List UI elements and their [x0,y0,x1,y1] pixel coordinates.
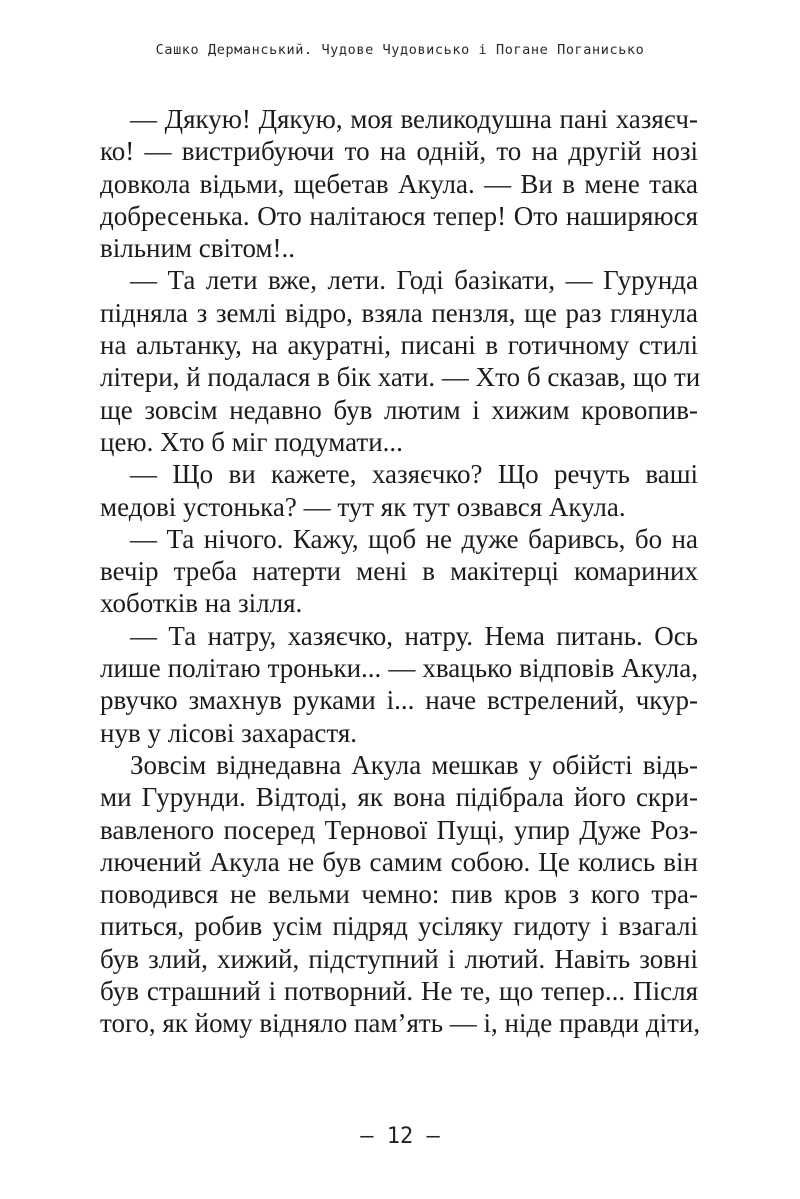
text-line: — Що ви кажете, хазяєчко? Що речуть ваші [130,459,698,490]
text-line: того, як йому відняло пам’ять — і, ніде правди діти, [100,1008,701,1039]
page-number: — 12 — [360,1124,440,1149]
text-line: вільним світом!.. [100,233,296,264]
text-line: добресенька. Ото налітаюся тепер! Ото наширяюся [100,200,698,231]
text-line: хоботків на зілля. [100,588,303,619]
text-line: Зовсім віднедавна Акула мешкав у обійсті відь- [130,749,698,780]
text-line: вечір треба натерти мені в макітерці комариних [100,556,698,587]
text-line: був злий, хижий, підступний і лютий. Навіть зовні [100,943,698,974]
text-line: питься, робив усім підряд усіляку гидоту і взагалі [100,911,698,942]
text-line: ко! — вистрибуючи то на одній, то на другій нозі [100,136,698,167]
text-line: лючений Акула не був самим собою. Це колись він [100,846,698,877]
text-line: — Та нічого. Кажу, щоб не дуже баривсь, бо на [130,523,698,554]
text-line: поводився не вельми чемно: пив кров з кого тра- [100,879,698,910]
text-line: ми Гурунди. Відтоді, як вона підібрала його скри- [100,782,698,813]
text-line: цею. Хто б міг подумати... [100,426,403,457]
text-line: лише політаю троньки... — хвацько відповів Акула, [100,653,698,684]
text-line: медові устонька? — тут як тут озвався Акула. [100,491,626,522]
text-line: — Та натру, хазяєчко, натру. Нема питань. Ось [130,620,698,651]
text-line: літери, й подалася в бік хати. — Хто б сказав, що ти [100,362,701,393]
text-line: — Дякую! Дякую, моя великодушна пані хазяєч- [130,104,698,134]
text-line: довкола відьми, щебетав Акула. — Ви в мене така [100,168,698,199]
text-line: на альтанку, на акуратні, писані в готичному стилі [100,330,698,361]
text-line: — Та лети вже, лети. Годі базікати, — Гурунда [130,265,698,296]
text-line: був страшний і потворний. Не те, що тепер... Після [100,976,698,1007]
text-line: підняла з землі відро, взяла пензля, ще раз глянула [100,297,698,328]
text-line: ще зовсім недавно був лютим і хижим кровопив- [100,394,698,425]
text-line: вавленого посеред Тернової Пущі, упир Дуже Роз- [100,814,698,845]
text-line: рвучко змахнув руками і... наче встрелений, чкур- [100,685,698,716]
text-line: нув у лісові захарастя. [100,717,358,748]
body-text [100,103,701,1040]
running-head: Сашко Дерманський. Чудове Чудовисько і Погане Поганисько [155,42,645,58]
